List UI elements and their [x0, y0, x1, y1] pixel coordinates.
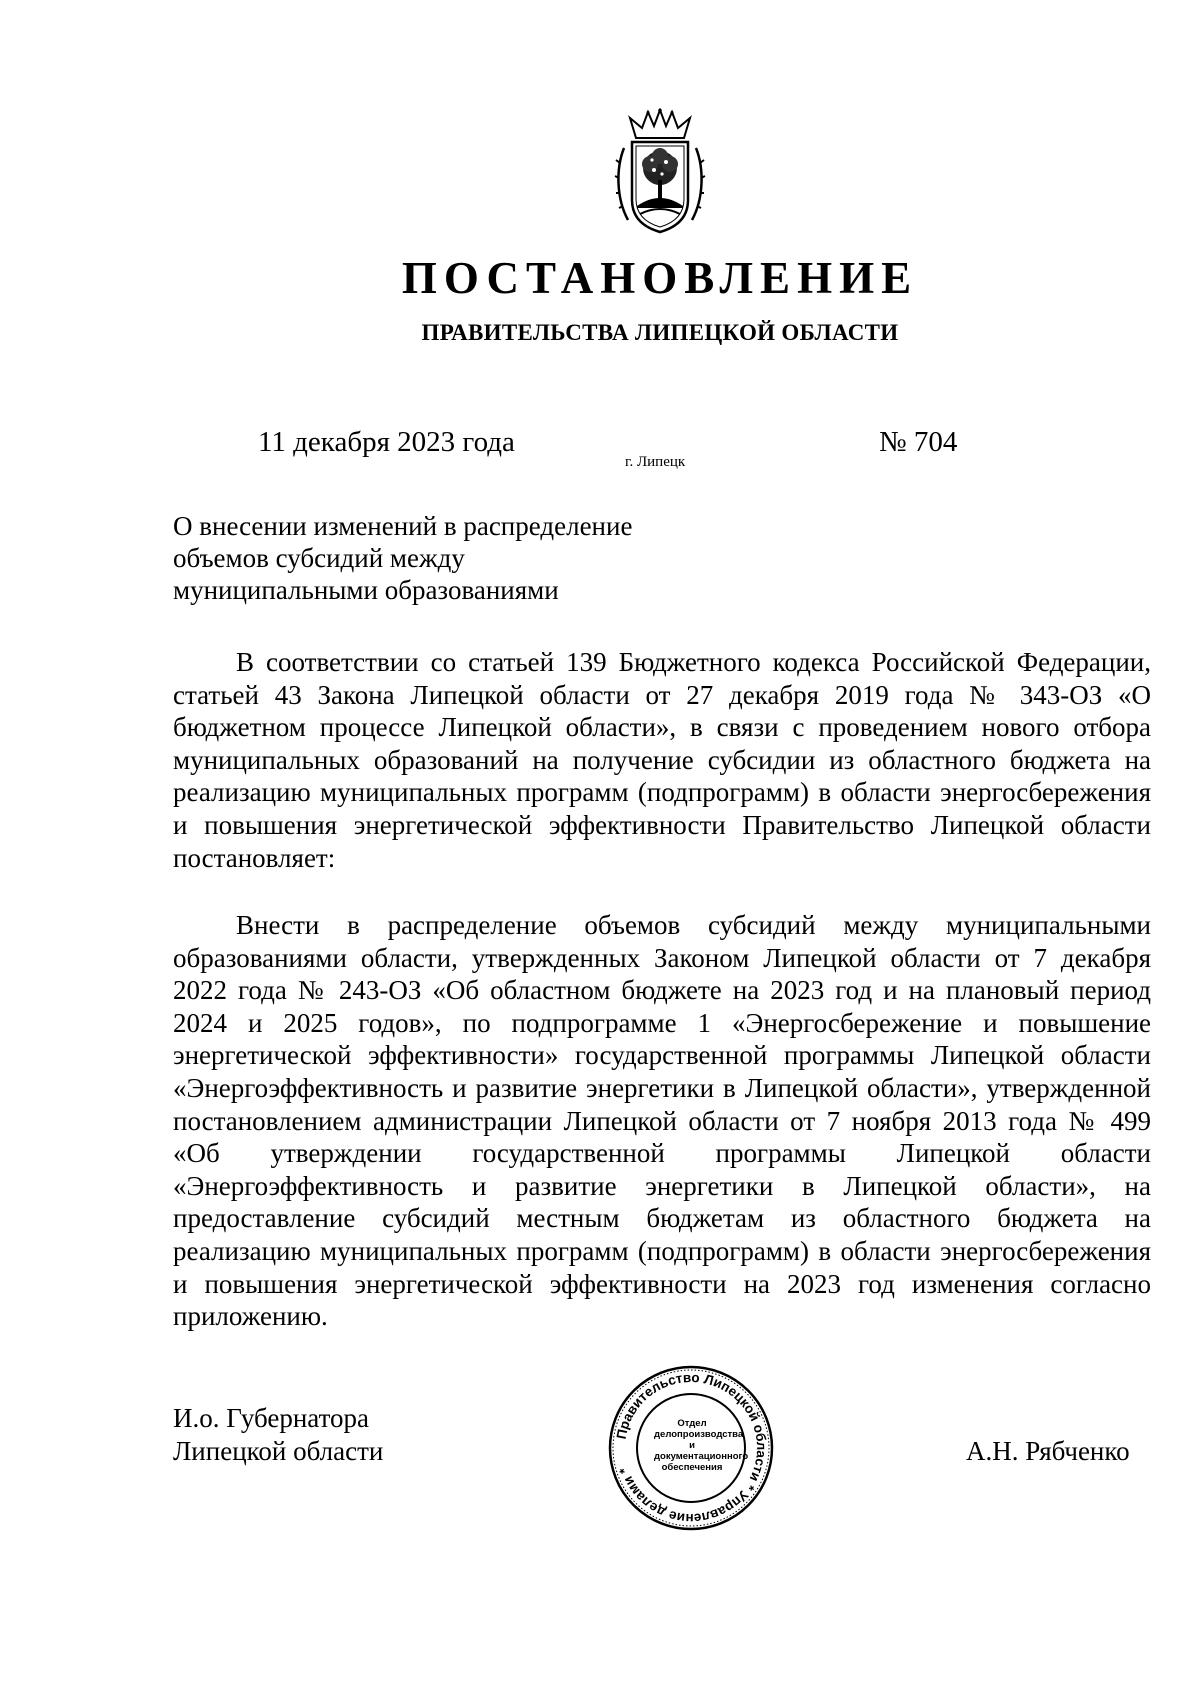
- stamp-line: обеспечения: [661, 1462, 723, 1473]
- document-subject: [173, 510, 632, 606]
- signatory-position-line: Липецкой области: [173, 1436, 384, 1466]
- body-paragraph-2: Внести в распределение объемов субсидий между муниципальными образованиями области, утвержденных Законом Липецкой области от 7 декабря 2022 года № 243-ОЗ «Об областном бюджете на 2023 год и на плановый период 2024 и 2025 годов», по подпрограмме 1 «Энергосбережение и повышение энергетической эффективности» государственной программы Липецкой области «Энергоэффективность и развитие энергетики в Липецкой области», утвержденной постановлением администрации Липецкой области от 7 ноября 2013 года № 499 «Об утверждении государственной программы Липецкой области «Энергоэффективность и развитие энергетики в Липецкой области», на предоставление субсидий местным бюджетам из областного бюджета на реализацию муниципальных программ (подпрограмм) в области энергосбережения и повышения энергетической эффективности на 2023 год изменения согласно приложению.: [173, 910, 1151, 1332]
- subject-line: муниципальными образованиями: [173, 575, 559, 605]
- stamp-center-text: [654, 1418, 749, 1473]
- coat-of-arms-icon: [614, 108, 706, 238]
- body-paragraph-1: В соответствии со статьей 139 Бюджетного кодекса Российской Федерации, статьей 43 Закона Липецкой области от 27 декабря 2019 года № 343-ОЗ «О бюджетном процессе Липецкой области», в связи с проведением нового отбора муниципальных образований на получение субсидии из областного бюджета на реализацию муниципальных программ (подпрограмм) в области энергосбережения и повышения энергетической эффективности Правительство Липецкой области постановляет:: [173, 647, 1151, 873]
- document-number: № 704: [879, 426, 958, 458]
- stamp-line: документационного: [654, 1451, 749, 1462]
- svg-text:Правительство Липецкой области: Правительство Липецкой области * Управление делами *: [613, 1369, 770, 1527]
- signatory-name: А.Н. Рябченко: [966, 1436, 1130, 1466]
- document-type-title: ПОСТАНОВЛЕНИЕ: [401, 253, 919, 303]
- stamp-line: делопроизводства и: [654, 1429, 744, 1451]
- subject-line: объемов субсидий между: [173, 543, 465, 573]
- document-date: 11 декабря 2023 года: [258, 426, 515, 458]
- subject-line: О внесении изменений в распределение: [173, 511, 633, 541]
- document-city: г. Липецк: [625, 454, 686, 470]
- stamp-line: Отдел: [677, 1418, 707, 1429]
- issuer-title: ПРАВИТЕЛЬСТВА ЛИПЕЦКОЙ ОБЛАСТИ: [421, 320, 899, 345]
- signatory-position: [173, 1402, 383, 1468]
- signatory-position-line: И.о. Губернатора: [173, 1403, 370, 1433]
